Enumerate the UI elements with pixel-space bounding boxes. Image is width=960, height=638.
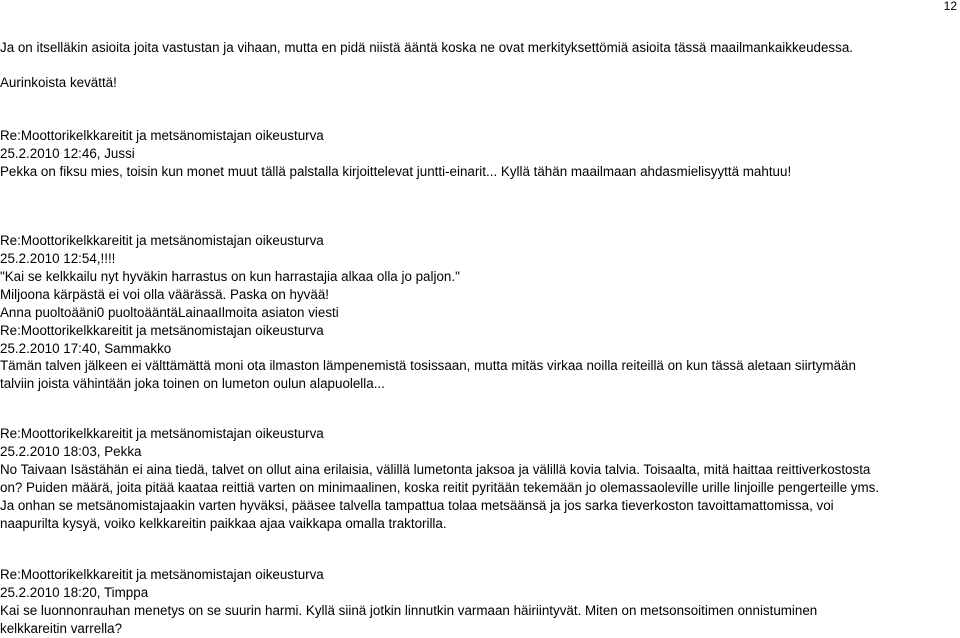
post-body-line: "Kai se kelkkailu nyt hyväkin harrastus on kun harrastajia alkaa olla jo paljon."	[0, 269, 460, 284]
post-body-line: Anna puoltoääni0 puoltoääntäLainaaIlmoita asiaton viesti	[0, 305, 339, 320]
post-meta: 25.2.2010 18:20, Timppa	[0, 585, 149, 600]
post-body-line: talviin joista vähintään joka toinen on lumeton oulun alapuolella...	[0, 376, 385, 391]
post-body-line: No Taivaan Isästähän ei aina tiedä, talvet on ollut aina erilaisia, välillä lumetonta jaksoa ja välillä kovia talvia. Toisaalta, mitä haittaa reittiverkostosta	[0, 462, 871, 477]
post-body-line: Pekka on fiksu mies, toisin kun monet muut tällä palstalla kirjoittelevat juntti-einarit... Kyllä tähän maailmaan ahdasmielisyyttä mahtuu!	[0, 164, 792, 179]
post-meta: 25.2.2010 17:40, Sammakko	[0, 341, 172, 356]
page-number: 12	[943, 0, 957, 13]
post-meta: 25.2.2010 12:54,!!!!	[0, 251, 116, 266]
post-title: Re:Moottorikelkkareitit ja metsänomistajan oikeusturva	[0, 426, 324, 441]
text-line: Ja on itselläkin asioita joita vastustan ja vihaan, mutta en pidä niistä ääntä koska ne ovat merkityksettömiä asioita tässä maailmankaikkeudessa.	[0, 40, 853, 55]
post-title: Re:Moottorikelkkareitit ja metsänomistajan oikeusturva	[0, 323, 324, 338]
post-body-line: kelkkareitin varrella?	[0, 621, 123, 636]
post-meta: 25.2.2010 12:46, Jussi	[0, 146, 135, 161]
post-body-line: Ja onhan se metsänomistajaakin varten hyväksi, pääsee talvella tampattua tolaa metsäänsä ja jos sarka tieverkoston tavoittamattomissa, voi	[0, 498, 834, 513]
post-body-line: on? Puiden määrä, joita pitää kaataa reittiä varten on minimaalinen, koska reitit pyritään tekemään jo olemassaoleville urille linjoille pengerteille yms.	[0, 480, 880, 495]
post-body-line: Kai se luonnonrauhan menetys on se suurin harmi. Kyllä siinä jotkin linnutkin varmaan häiriintyvät. Miten on metsonsoitimen onnistuminen	[0, 603, 818, 618]
post-meta: 25.2.2010 18:03, Pekka	[0, 444, 142, 459]
post-title: Re:Moottorikelkkareitit ja metsänomistajan oikeusturva	[0, 233, 324, 248]
post-title: Re:Moottorikelkkareitit ja metsänomistajan oikeusturva	[0, 128, 324, 143]
post-body-line: Tämän talven jälkeen ei välttämättä moni ota ilmaston lämpenemistä tosissaan, mutta mitäs virkaa noilla reiteillä on kun tässä aletaan siirtymään	[0, 358, 856, 373]
post-title: Re:Moottorikelkkareitit ja metsänomistajan oikeusturva	[0, 567, 324, 582]
post-body-line: naapurilta kysyä, voiko kelkkareitin paikkaa ajaa vaikkapa omalla traktorilla.	[0, 516, 447, 531]
post-body-line: Miljoona kärpästä ei voi olla väärässä. Paska on hyvää!	[0, 287, 329, 302]
text-line: Aurinkoista kevättä!	[0, 75, 117, 90]
